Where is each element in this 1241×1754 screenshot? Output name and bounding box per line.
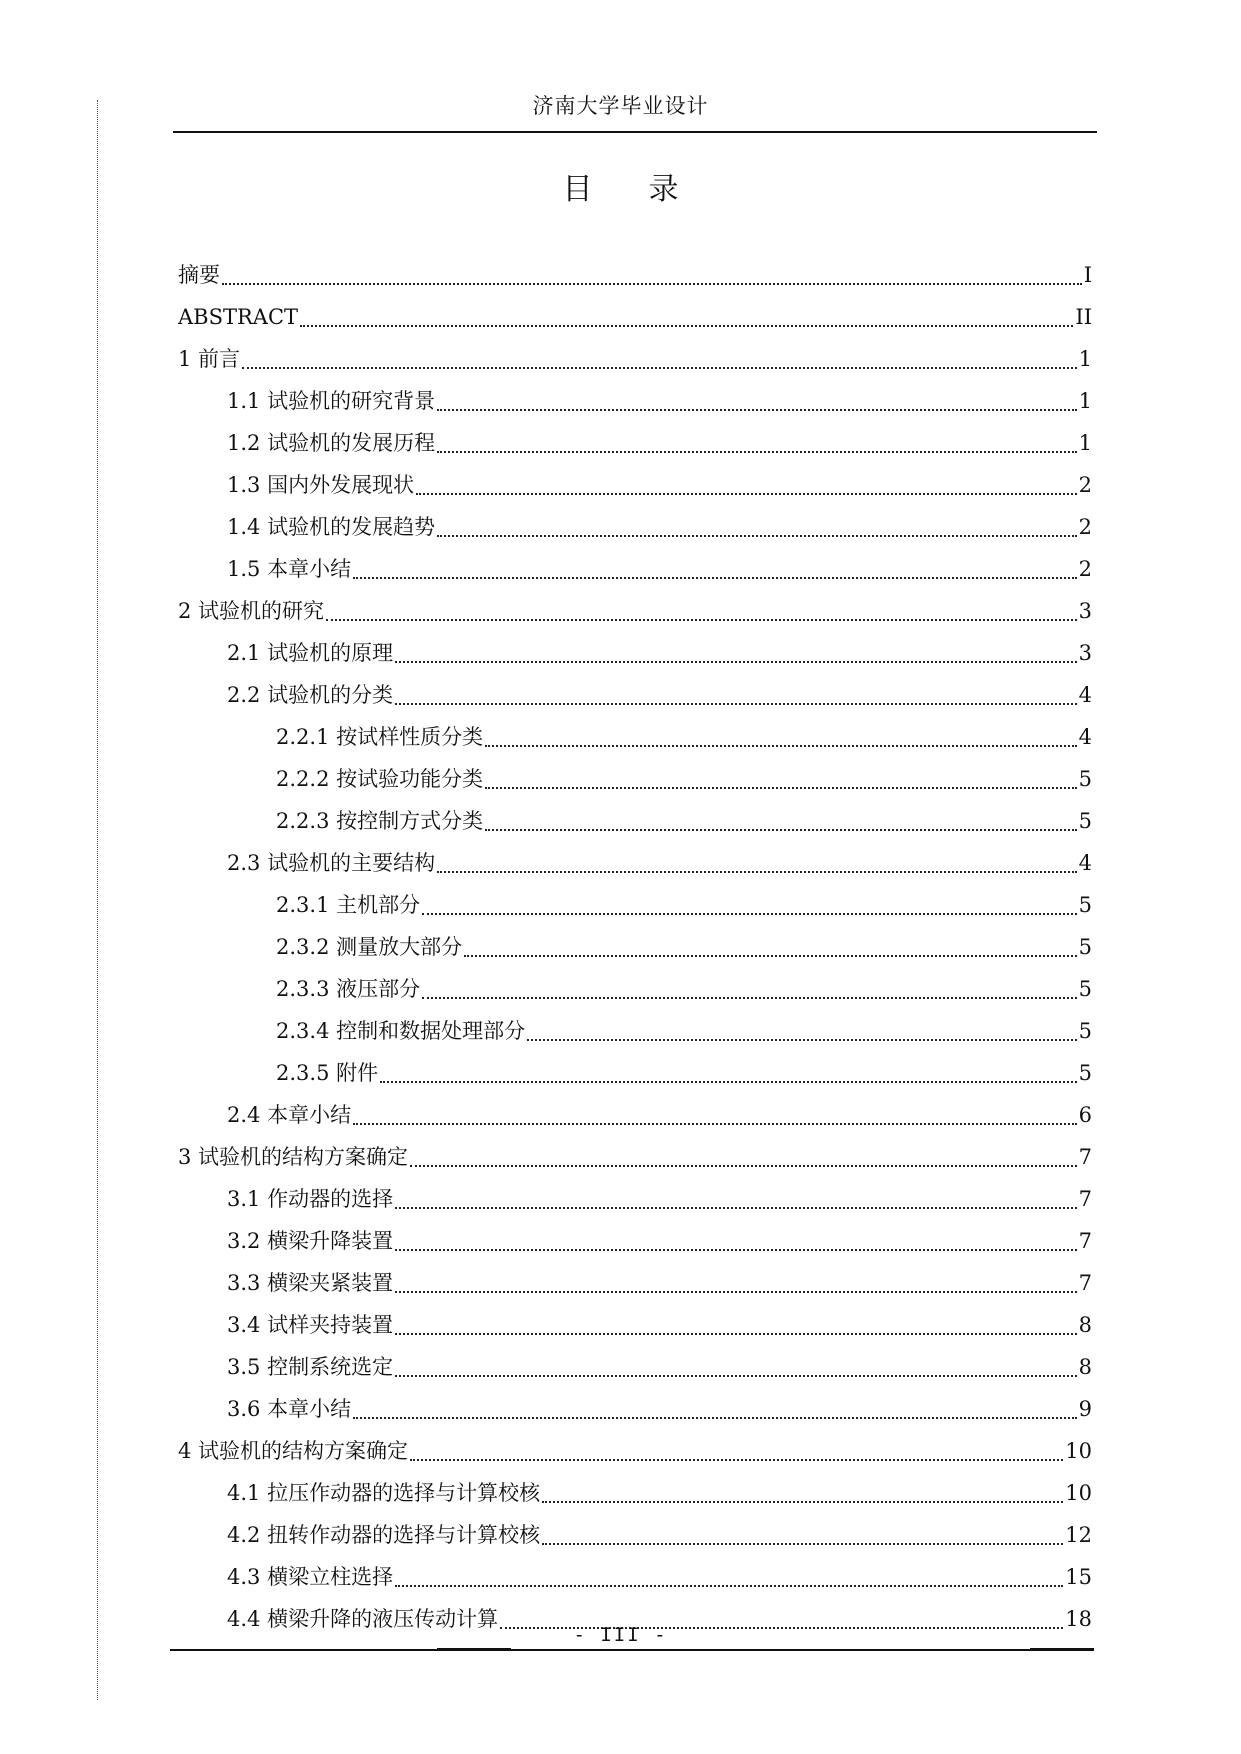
toc-leader-dots	[437, 449, 1077, 453]
toc-entry-page: II	[1075, 305, 1092, 329]
toc-leader-dots	[416, 491, 1077, 495]
toc-leader-dots	[300, 323, 1073, 327]
toc-leader-dots	[437, 407, 1077, 411]
toc-entry-label: 2.1 试验机的原理	[227, 641, 394, 665]
toc-entry-page: 5	[1078, 809, 1092, 833]
toc-entry-label: 2 试验机的研究	[178, 599, 325, 623]
toc-entry-page: 10	[1065, 1481, 1092, 1505]
toc-entry[interactable]	[178, 254, 1092, 296]
toc-leader-dots	[242, 365, 1077, 369]
toc-entry-page: 18	[1065, 1607, 1092, 1631]
toc-entry[interactable]	[178, 1094, 1092, 1136]
toc-entry-page: 1	[1078, 431, 1092, 455]
toc-entry-label: 2.3.2 测量放大部分	[276, 935, 463, 959]
toc-entry-page: 8	[1078, 1313, 1092, 1337]
toc-entry[interactable]	[178, 1388, 1092, 1430]
toc-leader-dots	[326, 617, 1077, 621]
toc-entry[interactable]	[178, 1262, 1092, 1304]
toc-entry-label: 3.3 横梁夹紧装置	[227, 1271, 394, 1295]
toc-entry-label: 4 试验机的结构方案确定	[178, 1439, 409, 1463]
toc-entry-page: 12	[1065, 1523, 1092, 1547]
toc-entry-label: 2.3 试验机的主要结构	[227, 851, 436, 875]
toc-entry-page: 2	[1078, 557, 1092, 581]
toc-entry-page: 5	[1078, 1019, 1092, 1043]
toc-leader-dots	[422, 995, 1077, 999]
toc-leader-dots	[395, 1373, 1077, 1377]
toc-entry-label: 3 试验机的结构方案确定	[178, 1145, 409, 1169]
toc-leader-dots	[437, 533, 1077, 537]
toc-leader-dots	[395, 1289, 1077, 1293]
toc-entry-page: 7	[1078, 1145, 1092, 1169]
toc-leader-dots	[395, 1583, 1063, 1587]
toc-title	[0, 164, 1241, 208]
toc-leader-dots	[395, 1247, 1077, 1251]
toc-entry[interactable]	[178, 1472, 1092, 1514]
toc-entry[interactable]	[178, 632, 1092, 674]
toc-entry-page: 7	[1078, 1187, 1092, 1211]
toc-entry-label: 2.3.1 主机部分	[276, 893, 421, 917]
toc-entry-page: 3	[1078, 599, 1092, 623]
toc-entry[interactable]	[178, 422, 1092, 464]
toc-entry[interactable]	[178, 758, 1092, 800]
toc-entry[interactable]	[178, 968, 1092, 1010]
toc-leader-dots	[464, 953, 1077, 957]
toc-entry-page: 9	[1078, 1397, 1092, 1421]
toc-entry-page: 5	[1078, 1061, 1092, 1085]
toc-entry[interactable]	[178, 590, 1092, 632]
toc-entry-label: 1.1 试验机的研究背景	[227, 389, 436, 413]
toc-title-char: 目	[562, 172, 593, 207]
toc-entry-label: 2.3.5 附件	[276, 1061, 379, 1085]
toc-entry-label: 1.2 试验机的发展历程	[227, 431, 436, 455]
toc-entry-page: 4	[1078, 683, 1092, 707]
toc-entry-label: 2.3.3 液压部分	[276, 977, 421, 1001]
toc-leader-dots	[395, 701, 1077, 705]
toc-entry-label: 2.3.4 控制和数据处理部分	[276, 1019, 526, 1043]
toc-entry[interactable]	[178, 338, 1092, 380]
toc-entry-page: 4	[1078, 851, 1092, 875]
toc-entry[interactable]	[178, 842, 1092, 884]
toc-entry[interactable]	[178, 548, 1092, 590]
table-of-contents	[178, 254, 1092, 1640]
toc-entry[interactable]	[178, 506, 1092, 548]
toc-leader-dots	[485, 785, 1077, 789]
toc-entry-label: 2.2.3 按控制方式分类	[276, 809, 484, 833]
toc-leader-dots	[353, 575, 1077, 579]
toc-entry-label: 4.1 拉压作动器的选择与计算校核	[227, 1481, 541, 1505]
toc-leader-dots	[542, 1541, 1063, 1545]
toc-entry[interactable]	[178, 296, 1092, 338]
toc-entry-page: 5	[1078, 767, 1092, 791]
toc-entry[interactable]	[178, 716, 1092, 758]
toc-entry-page: 1	[1078, 389, 1092, 413]
toc-entry[interactable]	[178, 1304, 1092, 1346]
toc-entry-label: 4.4 横梁升降的液压传动计算	[227, 1607, 499, 1631]
toc-entry-label: 2.4 本章小结	[227, 1103, 352, 1127]
toc-entry-page: I	[1083, 263, 1092, 287]
toc-leader-dots	[410, 1163, 1077, 1167]
toc-entry[interactable]	[178, 1220, 1092, 1262]
toc-leader-dots	[485, 743, 1077, 747]
toc-entry-label: 3.1 作动器的选择	[227, 1187, 394, 1211]
toc-entry[interactable]	[178, 1346, 1092, 1388]
toc-entry-page: 1	[1078, 347, 1092, 371]
toc-entry[interactable]	[178, 1010, 1092, 1052]
toc-entry-label: 1.4 试验机的发展趋势	[227, 515, 436, 539]
footer-rule-accent	[1030, 1648, 1094, 1651]
toc-leader-dots	[395, 1205, 1077, 1209]
toc-leader-dots	[542, 1499, 1063, 1503]
toc-leader-dots	[485, 827, 1077, 831]
toc-entry-page: 6	[1078, 1103, 1092, 1127]
toc-leader-dots	[422, 911, 1077, 915]
toc-entry-label: 2.2 试验机的分类	[227, 683, 394, 707]
toc-entry-label: 3.5 控制系统选定	[227, 1355, 394, 1379]
toc-entry-page: 4	[1078, 725, 1092, 749]
header-rule	[173, 131, 1097, 133]
toc-leader-dots	[395, 1331, 1077, 1335]
toc-entry-page: 5	[1078, 935, 1092, 959]
toc-title-char: 录	[648, 172, 679, 207]
toc-entry[interactable]	[178, 1556, 1092, 1598]
toc-entry-label: 摘要	[178, 263, 220, 287]
toc-entry[interactable]	[178, 380, 1092, 422]
toc-entry-label: 2.2.1 按试样性质分类	[276, 725, 484, 749]
toc-leader-dots	[437, 869, 1077, 873]
toc-entry-page: 7	[1078, 1271, 1092, 1295]
toc-entry-page: 3	[1078, 641, 1092, 665]
toc-leader-dots	[353, 1415, 1077, 1419]
toc-entry[interactable]	[178, 884, 1092, 926]
toc-entry-label: ABSTRACT	[178, 305, 299, 329]
toc-entry[interactable]	[178, 1052, 1092, 1094]
toc-leader-dots	[527, 1037, 1077, 1041]
toc-entry-label: 4.2 扭转作动器的选择与计算校核	[227, 1523, 541, 1547]
toc-entry-label: 4.3 横梁立柱选择	[227, 1565, 394, 1589]
toc-entry-page: 8	[1078, 1355, 1092, 1379]
toc-entry[interactable]	[178, 464, 1092, 506]
toc-entry-page: 7	[1078, 1229, 1092, 1253]
toc-entry-page: 2	[1078, 515, 1092, 539]
toc-leader-dots	[353, 1121, 1077, 1125]
toc-entry-label: 3.2 横梁升降装置	[227, 1229, 394, 1253]
toc-entry[interactable]	[178, 926, 1092, 968]
toc-entry[interactable]	[178, 1178, 1092, 1220]
toc-entry[interactable]	[178, 800, 1092, 842]
toc-entry-page: 15	[1065, 1565, 1092, 1589]
toc-entry-page: 5	[1078, 977, 1092, 1001]
toc-entry-label: 1 前言	[178, 347, 241, 371]
toc-entry-label: 2.2.2 按试验功能分类	[276, 767, 484, 791]
footer-rule	[170, 1649, 1094, 1651]
toc-entry-page: 2	[1078, 473, 1092, 497]
toc-leader-dots	[380, 1079, 1077, 1083]
page-number: - III -	[573, 1624, 668, 1646]
toc-entry-label: 1.5 本章小结	[227, 557, 352, 581]
footer-rule-accent	[437, 1648, 511, 1651]
toc-entry-label: 3.4 试样夹持装置	[227, 1313, 394, 1337]
toc-entry[interactable]	[178, 674, 1092, 716]
toc-entry-label: 1.3 国内外发展现状	[227, 473, 415, 497]
toc-entry-page: 10	[1065, 1439, 1092, 1463]
binding-margin-line	[97, 100, 98, 1700]
toc-entry-label: 3.6 本章小结	[227, 1397, 352, 1421]
toc-entry[interactable]	[178, 1136, 1092, 1178]
toc-leader-dots	[395, 659, 1077, 663]
toc-leader-dots	[222, 281, 1082, 285]
running-header: 济南大学毕业设计	[532, 94, 709, 118]
toc-entry[interactable]	[178, 1514, 1092, 1556]
toc-leader-dots	[410, 1457, 1063, 1461]
toc-entry-page: 5	[1078, 893, 1092, 917]
toc-entry[interactable]	[178, 1430, 1092, 1472]
